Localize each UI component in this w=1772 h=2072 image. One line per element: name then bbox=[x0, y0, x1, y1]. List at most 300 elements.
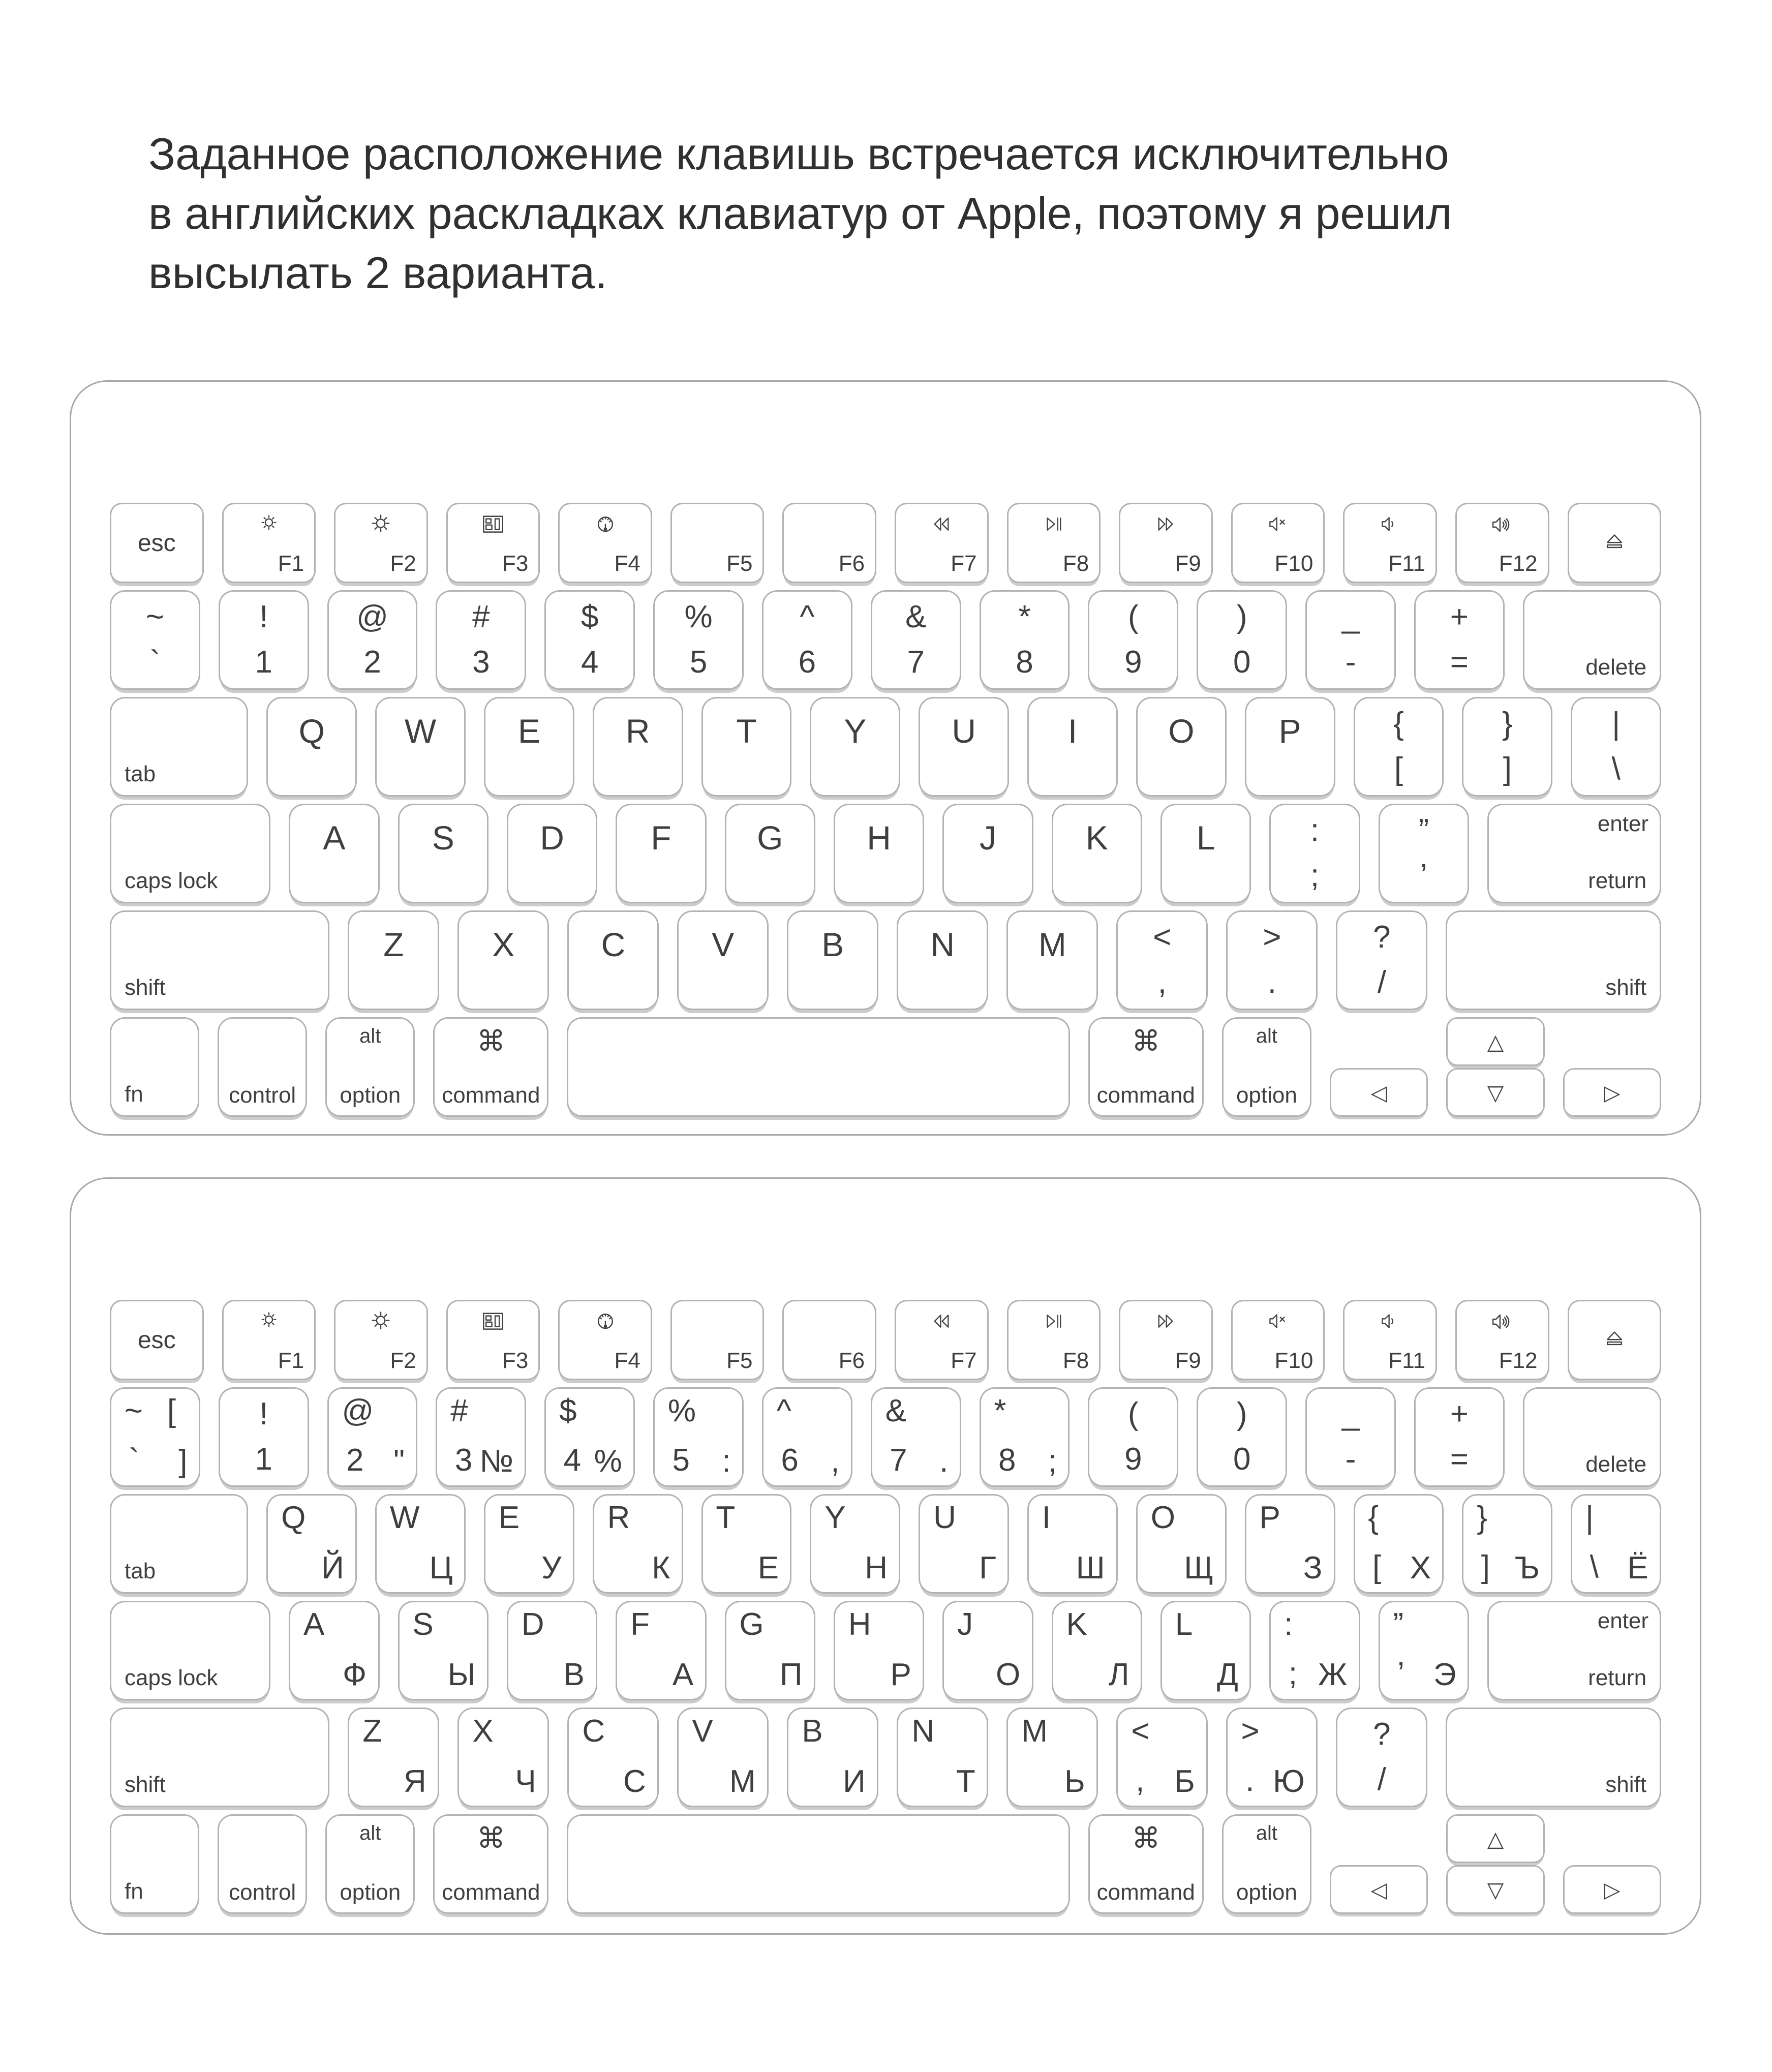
key-sы bbox=[398, 1601, 488, 1700]
key-w bbox=[375, 697, 466, 797]
key-key bbox=[1305, 1387, 1396, 1487]
key-label: F bbox=[630, 1607, 650, 1642]
key-label: 9 bbox=[1124, 1442, 1142, 1477]
key-1 bbox=[219, 1387, 309, 1487]
key-label: V bbox=[692, 1714, 713, 1749]
key-3 bbox=[436, 590, 526, 690]
key-label: L bbox=[1196, 819, 1215, 857]
key-i bbox=[1027, 697, 1118, 797]
key-label: option bbox=[340, 1083, 401, 1108]
key-hр bbox=[834, 1601, 924, 1700]
key-g bbox=[725, 804, 815, 903]
key-4 bbox=[544, 590, 635, 690]
key-label: О bbox=[995, 1657, 1021, 1692]
key-label: Q bbox=[281, 1500, 306, 1535]
key-label: # bbox=[450, 1393, 468, 1428]
volume-down-icon bbox=[1345, 511, 1435, 537]
key-f12 bbox=[1455, 1300, 1549, 1380]
key-label: F2 bbox=[390, 1348, 416, 1373]
key-label: F7 bbox=[951, 1348, 977, 1373]
key-control bbox=[218, 1017, 307, 1117]
key-o bbox=[1136, 697, 1227, 797]
key-ю bbox=[1226, 1708, 1318, 1807]
key-label: command bbox=[1096, 1083, 1195, 1108]
brightness-high-icon bbox=[335, 1308, 426, 1335]
key-label: Ц bbox=[429, 1550, 453, 1586]
key-label bbox=[1198, 1396, 1286, 1477]
key-label: Ж bbox=[1318, 1657, 1348, 1692]
arrow-keys-cluster bbox=[1330, 1017, 1661, 1117]
key-7 bbox=[871, 590, 961, 690]
key-label bbox=[763, 599, 851, 680]
key-label bbox=[220, 1396, 308, 1477]
key-label: @ bbox=[342, 1393, 374, 1428]
keyboard-row bbox=[110, 1601, 1661, 1700]
key-label: tab bbox=[125, 761, 156, 786]
key-label bbox=[1307, 599, 1394, 680]
key-label: Я bbox=[403, 1764, 426, 1799]
key-label: Е bbox=[757, 1550, 779, 1586]
key-f9 bbox=[1119, 1300, 1213, 1380]
key-label: % bbox=[684, 599, 713, 634]
volume-up-icon bbox=[1457, 511, 1548, 538]
keyboard-row bbox=[110, 1387, 1661, 1487]
key-label: 7 bbox=[890, 1443, 907, 1478]
key-label: caps lock bbox=[125, 1665, 218, 1690]
key-a bbox=[289, 804, 379, 903]
key-shift bbox=[1446, 1708, 1661, 1807]
key-label: F12 bbox=[1499, 1348, 1538, 1373]
key-label: ) bbox=[1236, 599, 1247, 634]
key-label bbox=[1380, 812, 1468, 894]
key-label: esc bbox=[137, 1326, 176, 1354]
keyboard-row bbox=[110, 697, 1661, 797]
key-space bbox=[567, 1814, 1070, 1914]
key-label: } bbox=[1502, 706, 1513, 741]
keyboard-row bbox=[110, 1814, 1661, 1914]
eject-icon bbox=[1569, 1301, 1660, 1379]
key-label: - bbox=[1345, 1442, 1356, 1477]
keyboard-row bbox=[110, 910, 1661, 1010]
key-label: ^ bbox=[776, 1393, 791, 1428]
key-label: Ы bbox=[447, 1657, 476, 1692]
key-label: Й bbox=[321, 1550, 344, 1586]
rewind-icon bbox=[896, 511, 987, 537]
key-label: return bbox=[1588, 1665, 1647, 1690]
key-label: S bbox=[412, 1607, 434, 1642]
key-label: fn bbox=[125, 1082, 143, 1107]
key-arrow-down: ▽ bbox=[1446, 1068, 1544, 1117]
key-2 bbox=[327, 1387, 418, 1487]
key-label bbox=[872, 599, 960, 680]
key-label bbox=[1337, 919, 1426, 1000]
key-tab bbox=[110, 1494, 248, 1594]
key-label: C bbox=[601, 926, 626, 963]
key-f3 bbox=[446, 1300, 540, 1380]
key-label: 2 bbox=[363, 645, 381, 680]
key-label: K bbox=[1085, 819, 1108, 857]
key-lд bbox=[1160, 1601, 1251, 1700]
key-delete bbox=[1523, 590, 1661, 690]
key-f2 bbox=[334, 1300, 428, 1380]
key-label bbox=[1307, 1396, 1394, 1477]
key-label: > bbox=[1241, 1714, 1260, 1749]
key-5 bbox=[653, 1387, 744, 1487]
key-label: E bbox=[498, 1500, 520, 1535]
key-arrow-down: ▽ bbox=[1446, 1865, 1544, 1914]
key-arrow-up: △ bbox=[1446, 1814, 1544, 1863]
key-label: enter bbox=[1597, 811, 1649, 836]
key-label: option bbox=[1236, 1083, 1297, 1108]
key-q bbox=[266, 697, 357, 797]
key-label: ⌘ bbox=[1132, 1822, 1160, 1855]
key-label: 7 bbox=[907, 645, 925, 680]
key-command bbox=[1088, 1814, 1204, 1914]
key-label: ~ bbox=[124, 1393, 143, 1428]
key-label: Y bbox=[844, 712, 867, 750]
key-label: ! bbox=[259, 599, 268, 634]
intro-text bbox=[148, 124, 1452, 302]
key-f10 bbox=[1231, 1300, 1325, 1380]
key-label: ⌘ bbox=[1132, 1025, 1160, 1058]
key-9 bbox=[1088, 590, 1178, 690]
key-esc bbox=[110, 503, 204, 583]
key-label: П bbox=[779, 1657, 803, 1692]
key-label: U bbox=[933, 1500, 956, 1535]
key-label: X bbox=[492, 926, 515, 963]
intro-line-1: Заданное расположение клавишь встречается исключительно bbox=[148, 129, 1449, 179]
key-label: ; bbox=[1048, 1444, 1057, 1479]
key-label: _ bbox=[1341, 599, 1360, 634]
key-label: alt bbox=[359, 1025, 381, 1047]
key-label: M bbox=[1038, 926, 1066, 963]
key-label: 0 bbox=[1233, 645, 1251, 680]
key-qй bbox=[266, 1494, 357, 1594]
key-label: J bbox=[979, 819, 996, 857]
key-kл bbox=[1052, 1601, 1142, 1700]
key-label: F10 bbox=[1274, 551, 1313, 576]
key-label: Х bbox=[1410, 1550, 1431, 1586]
key-б bbox=[1116, 1708, 1208, 1807]
key-f5 bbox=[670, 1300, 765, 1380]
play-pause-icon bbox=[1009, 511, 1099, 537]
key-label: A bbox=[303, 1607, 325, 1642]
arrow-column bbox=[1446, 1017, 1544, 1117]
key-esc bbox=[110, 1300, 204, 1380]
keyboard-row bbox=[110, 804, 1661, 903]
key-8 bbox=[980, 590, 1070, 690]
fast-forward-icon bbox=[1120, 1308, 1211, 1334]
key-label bbox=[546, 599, 633, 680]
key-label: ; bbox=[1288, 1656, 1297, 1691]
key-label: N bbox=[911, 1714, 935, 1749]
key-uг bbox=[919, 1494, 1009, 1594]
key-label: W bbox=[389, 1500, 420, 1535]
key-label: ⌘ bbox=[476, 1025, 505, 1058]
key-label: tab bbox=[125, 1559, 156, 1583]
key-ё bbox=[1571, 1494, 1661, 1594]
key-label: H bbox=[867, 819, 891, 857]
key-xч bbox=[457, 1708, 549, 1807]
key-shift bbox=[110, 1708, 329, 1807]
key-label: $ bbox=[581, 599, 599, 634]
key-label: F8 bbox=[1062, 551, 1089, 576]
key-label: ` bbox=[149, 645, 161, 680]
key-label: ” bbox=[1393, 1607, 1404, 1642]
key-key bbox=[1305, 590, 1396, 690]
key-ж bbox=[1269, 1601, 1360, 1700]
key-label: V bbox=[712, 926, 735, 963]
key-label: 6 bbox=[798, 645, 816, 680]
key-label: Л bbox=[1108, 1657, 1129, 1692]
key-label: 3 bbox=[454, 1443, 473, 1478]
key-shift bbox=[1446, 910, 1661, 1010]
key-eject bbox=[1568, 503, 1662, 583]
key-label: L bbox=[1175, 1607, 1193, 1642]
key-0 bbox=[1197, 590, 1287, 690]
key-label: 3 bbox=[472, 645, 490, 680]
key-label bbox=[1355, 706, 1443, 787]
key-label: Ъ bbox=[1514, 1550, 1540, 1586]
key-enterreturn bbox=[1487, 1601, 1661, 1700]
key-label: control bbox=[229, 1880, 296, 1905]
key-label: + bbox=[1450, 1396, 1469, 1431]
key-label: J bbox=[957, 1607, 973, 1642]
key-label: ? bbox=[1373, 1717, 1391, 1752]
key-label: R bbox=[625, 712, 650, 750]
key-label bbox=[1089, 599, 1177, 680]
key-label: № bbox=[479, 1444, 513, 1479]
key-label: F3 bbox=[502, 551, 529, 576]
key-f1 bbox=[222, 1300, 316, 1380]
key-mь bbox=[1006, 1708, 1098, 1807]
key-1 bbox=[219, 590, 309, 690]
key-label: С bbox=[623, 1764, 646, 1799]
key-label: ] bbox=[1481, 1549, 1490, 1585]
key-label: ] bbox=[178, 1444, 188, 1479]
key-label bbox=[1118, 919, 1206, 1000]
key-label: = bbox=[1450, 645, 1469, 680]
key-label: < bbox=[1131, 1714, 1150, 1749]
key-label: ( bbox=[1128, 599, 1139, 634]
key-l bbox=[1160, 804, 1251, 903]
key-label: Z bbox=[383, 926, 404, 963]
key-label: & bbox=[905, 599, 927, 634]
keyboard-row bbox=[110, 503, 1661, 583]
key-option bbox=[325, 1814, 415, 1914]
key-key bbox=[1226, 910, 1318, 1010]
key-label: Ю bbox=[1273, 1764, 1305, 1799]
key-label: F2 bbox=[390, 551, 416, 576]
key-label: F10 bbox=[1274, 1348, 1313, 1373]
key-label: F6 bbox=[838, 551, 865, 576]
key-pз bbox=[1245, 1494, 1335, 1594]
play-pause-icon bbox=[1009, 1308, 1099, 1334]
key-label: ^ bbox=[800, 599, 815, 634]
key-label: 4 bbox=[563, 1443, 582, 1478]
key-0 bbox=[1197, 1387, 1287, 1487]
key-label: F3 bbox=[502, 1348, 529, 1373]
key-label: * bbox=[994, 1393, 1006, 1428]
key-label: . bbox=[1245, 1763, 1255, 1798]
key-label: < bbox=[1153, 920, 1172, 955]
key-label: control bbox=[229, 1083, 296, 1108]
key-label: " bbox=[393, 1444, 405, 1479]
arrow-column bbox=[1563, 1814, 1661, 1914]
key-key bbox=[1269, 804, 1360, 903]
key-label: 2 bbox=[346, 1443, 364, 1478]
fast-forward-icon bbox=[1120, 511, 1211, 537]
key-bи bbox=[787, 1708, 878, 1807]
key-label: Т bbox=[956, 1764, 975, 1799]
key-label: : bbox=[722, 1444, 731, 1479]
key-u bbox=[919, 697, 1009, 797]
key-label: shift bbox=[125, 1772, 166, 1797]
key-label: А bbox=[672, 1657, 694, 1692]
mute-icon bbox=[1233, 1308, 1324, 1334]
key-label: C bbox=[582, 1714, 605, 1749]
key-label: | bbox=[1585, 1500, 1594, 1535]
keyboard-row bbox=[110, 1300, 1661, 1380]
key-key bbox=[110, 590, 200, 690]
arrow-keys-cluster bbox=[1330, 1814, 1661, 1914]
key-label: R bbox=[607, 1500, 630, 1535]
key-label: alt bbox=[1256, 1822, 1277, 1844]
key-f7 bbox=[895, 503, 989, 583]
key-label: P bbox=[1259, 1500, 1280, 1535]
key-label: 1 bbox=[255, 645, 272, 680]
key-label: ; bbox=[1310, 858, 1320, 893]
key-label bbox=[1463, 706, 1551, 787]
key-label: G bbox=[757, 819, 783, 857]
key-enterreturn bbox=[1487, 804, 1661, 903]
key-label bbox=[329, 599, 416, 680]
key-label: М bbox=[729, 1764, 756, 1799]
key-label: @ bbox=[356, 599, 389, 634]
key-e bbox=[484, 697, 574, 797]
key-d bbox=[507, 804, 597, 903]
key-wц bbox=[375, 1494, 466, 1594]
key-label: M bbox=[1021, 1714, 1048, 1749]
key-6 bbox=[762, 1387, 852, 1487]
key-label: Г bbox=[979, 1550, 996, 1586]
mute-icon bbox=[1233, 511, 1324, 537]
key-f7 bbox=[895, 1300, 989, 1380]
key-label: Д bbox=[1216, 1657, 1238, 1692]
key-k bbox=[1052, 804, 1142, 903]
key-f4 bbox=[558, 1300, 652, 1380]
key-label: shift bbox=[1605, 1772, 1646, 1797]
key-m bbox=[1006, 910, 1098, 1010]
key-label bbox=[1572, 706, 1660, 787]
key-t bbox=[701, 697, 792, 797]
keyboard-russian-layout bbox=[70, 1177, 1701, 1935]
arrow-column bbox=[1330, 1017, 1428, 1117]
key-caps-lock bbox=[110, 1601, 270, 1700]
key-label: fn bbox=[125, 1879, 143, 1904]
key-f4 bbox=[558, 503, 652, 583]
key-label: / bbox=[1377, 965, 1386, 1000]
key-label: } bbox=[1477, 1500, 1487, 1535]
arrow-column bbox=[1563, 1017, 1661, 1117]
keyboard-english-layout bbox=[70, 380, 1701, 1136]
key-key bbox=[1462, 697, 1552, 797]
key-label: | bbox=[1612, 706, 1621, 741]
key-label: ” bbox=[1418, 813, 1429, 848]
key-label: & bbox=[885, 1393, 906, 1428]
key-arrow-left: ◁ bbox=[1330, 1865, 1428, 1914]
key-label: B bbox=[821, 926, 844, 963]
key-label: 4 bbox=[581, 645, 599, 680]
key-label: . bbox=[1267, 965, 1276, 1000]
key-label bbox=[1416, 1396, 1503, 1477]
key-label: ’ bbox=[1397, 1656, 1404, 1691]
key-fn bbox=[110, 1814, 199, 1914]
key-label: N bbox=[930, 926, 955, 963]
keyboard-row bbox=[110, 1017, 1661, 1117]
key-command bbox=[433, 1017, 548, 1117]
key-x bbox=[457, 910, 549, 1010]
key-key bbox=[1379, 804, 1469, 903]
key-jо bbox=[942, 1601, 1033, 1700]
key-label: delete bbox=[1585, 1452, 1647, 1477]
key-label: [ bbox=[1372, 1549, 1382, 1585]
mission-control-icon bbox=[448, 511, 539, 538]
key-vм bbox=[677, 1708, 769, 1807]
key-label: F9 bbox=[1175, 1348, 1201, 1373]
key-cс bbox=[567, 1708, 659, 1807]
key-label: U bbox=[952, 712, 976, 750]
key-label: I bbox=[1042, 1500, 1051, 1535]
key-label: ~ bbox=[145, 599, 165, 634]
key-label bbox=[1271, 812, 1358, 894]
key-label: Ч bbox=[515, 1764, 536, 1799]
key-b bbox=[787, 910, 878, 1010]
key-f6 bbox=[782, 503, 876, 583]
key-label: delete bbox=[1585, 655, 1647, 680]
key-label: F8 bbox=[1062, 1348, 1089, 1373]
key-х bbox=[1354, 1494, 1444, 1594]
key-oщ bbox=[1136, 1494, 1227, 1594]
key-command bbox=[433, 1814, 548, 1914]
key-tab bbox=[110, 697, 248, 797]
key-n bbox=[897, 910, 988, 1010]
key-label: ! bbox=[259, 1396, 268, 1431]
key-label bbox=[981, 599, 1068, 680]
key-label: A bbox=[323, 819, 346, 857]
key-label: . bbox=[939, 1444, 949, 1479]
key-5 bbox=[653, 590, 744, 690]
key-label: command bbox=[442, 1880, 540, 1905]
key-y bbox=[810, 697, 900, 797]
key-j bbox=[942, 804, 1033, 903]
key-label: { bbox=[1368, 1500, 1379, 1535]
key-label: З bbox=[1303, 1550, 1323, 1586]
key-label: caps lock bbox=[125, 868, 218, 893]
key-label: 6 bbox=[781, 1443, 799, 1478]
key-label: enter bbox=[1597, 1608, 1649, 1633]
key-label: 9 bbox=[1124, 645, 1142, 680]
key-label: O bbox=[1150, 1500, 1175, 1535]
key-label: Э bbox=[1433, 1657, 1456, 1692]
key-label: { bbox=[1393, 706, 1404, 741]
key-label: X bbox=[472, 1714, 494, 1749]
key-label: \ bbox=[1611, 751, 1621, 786]
key-label: shift bbox=[1605, 975, 1646, 1000]
key-э bbox=[1379, 1601, 1469, 1700]
key-key bbox=[1116, 910, 1208, 1010]
key-p bbox=[1245, 697, 1335, 797]
